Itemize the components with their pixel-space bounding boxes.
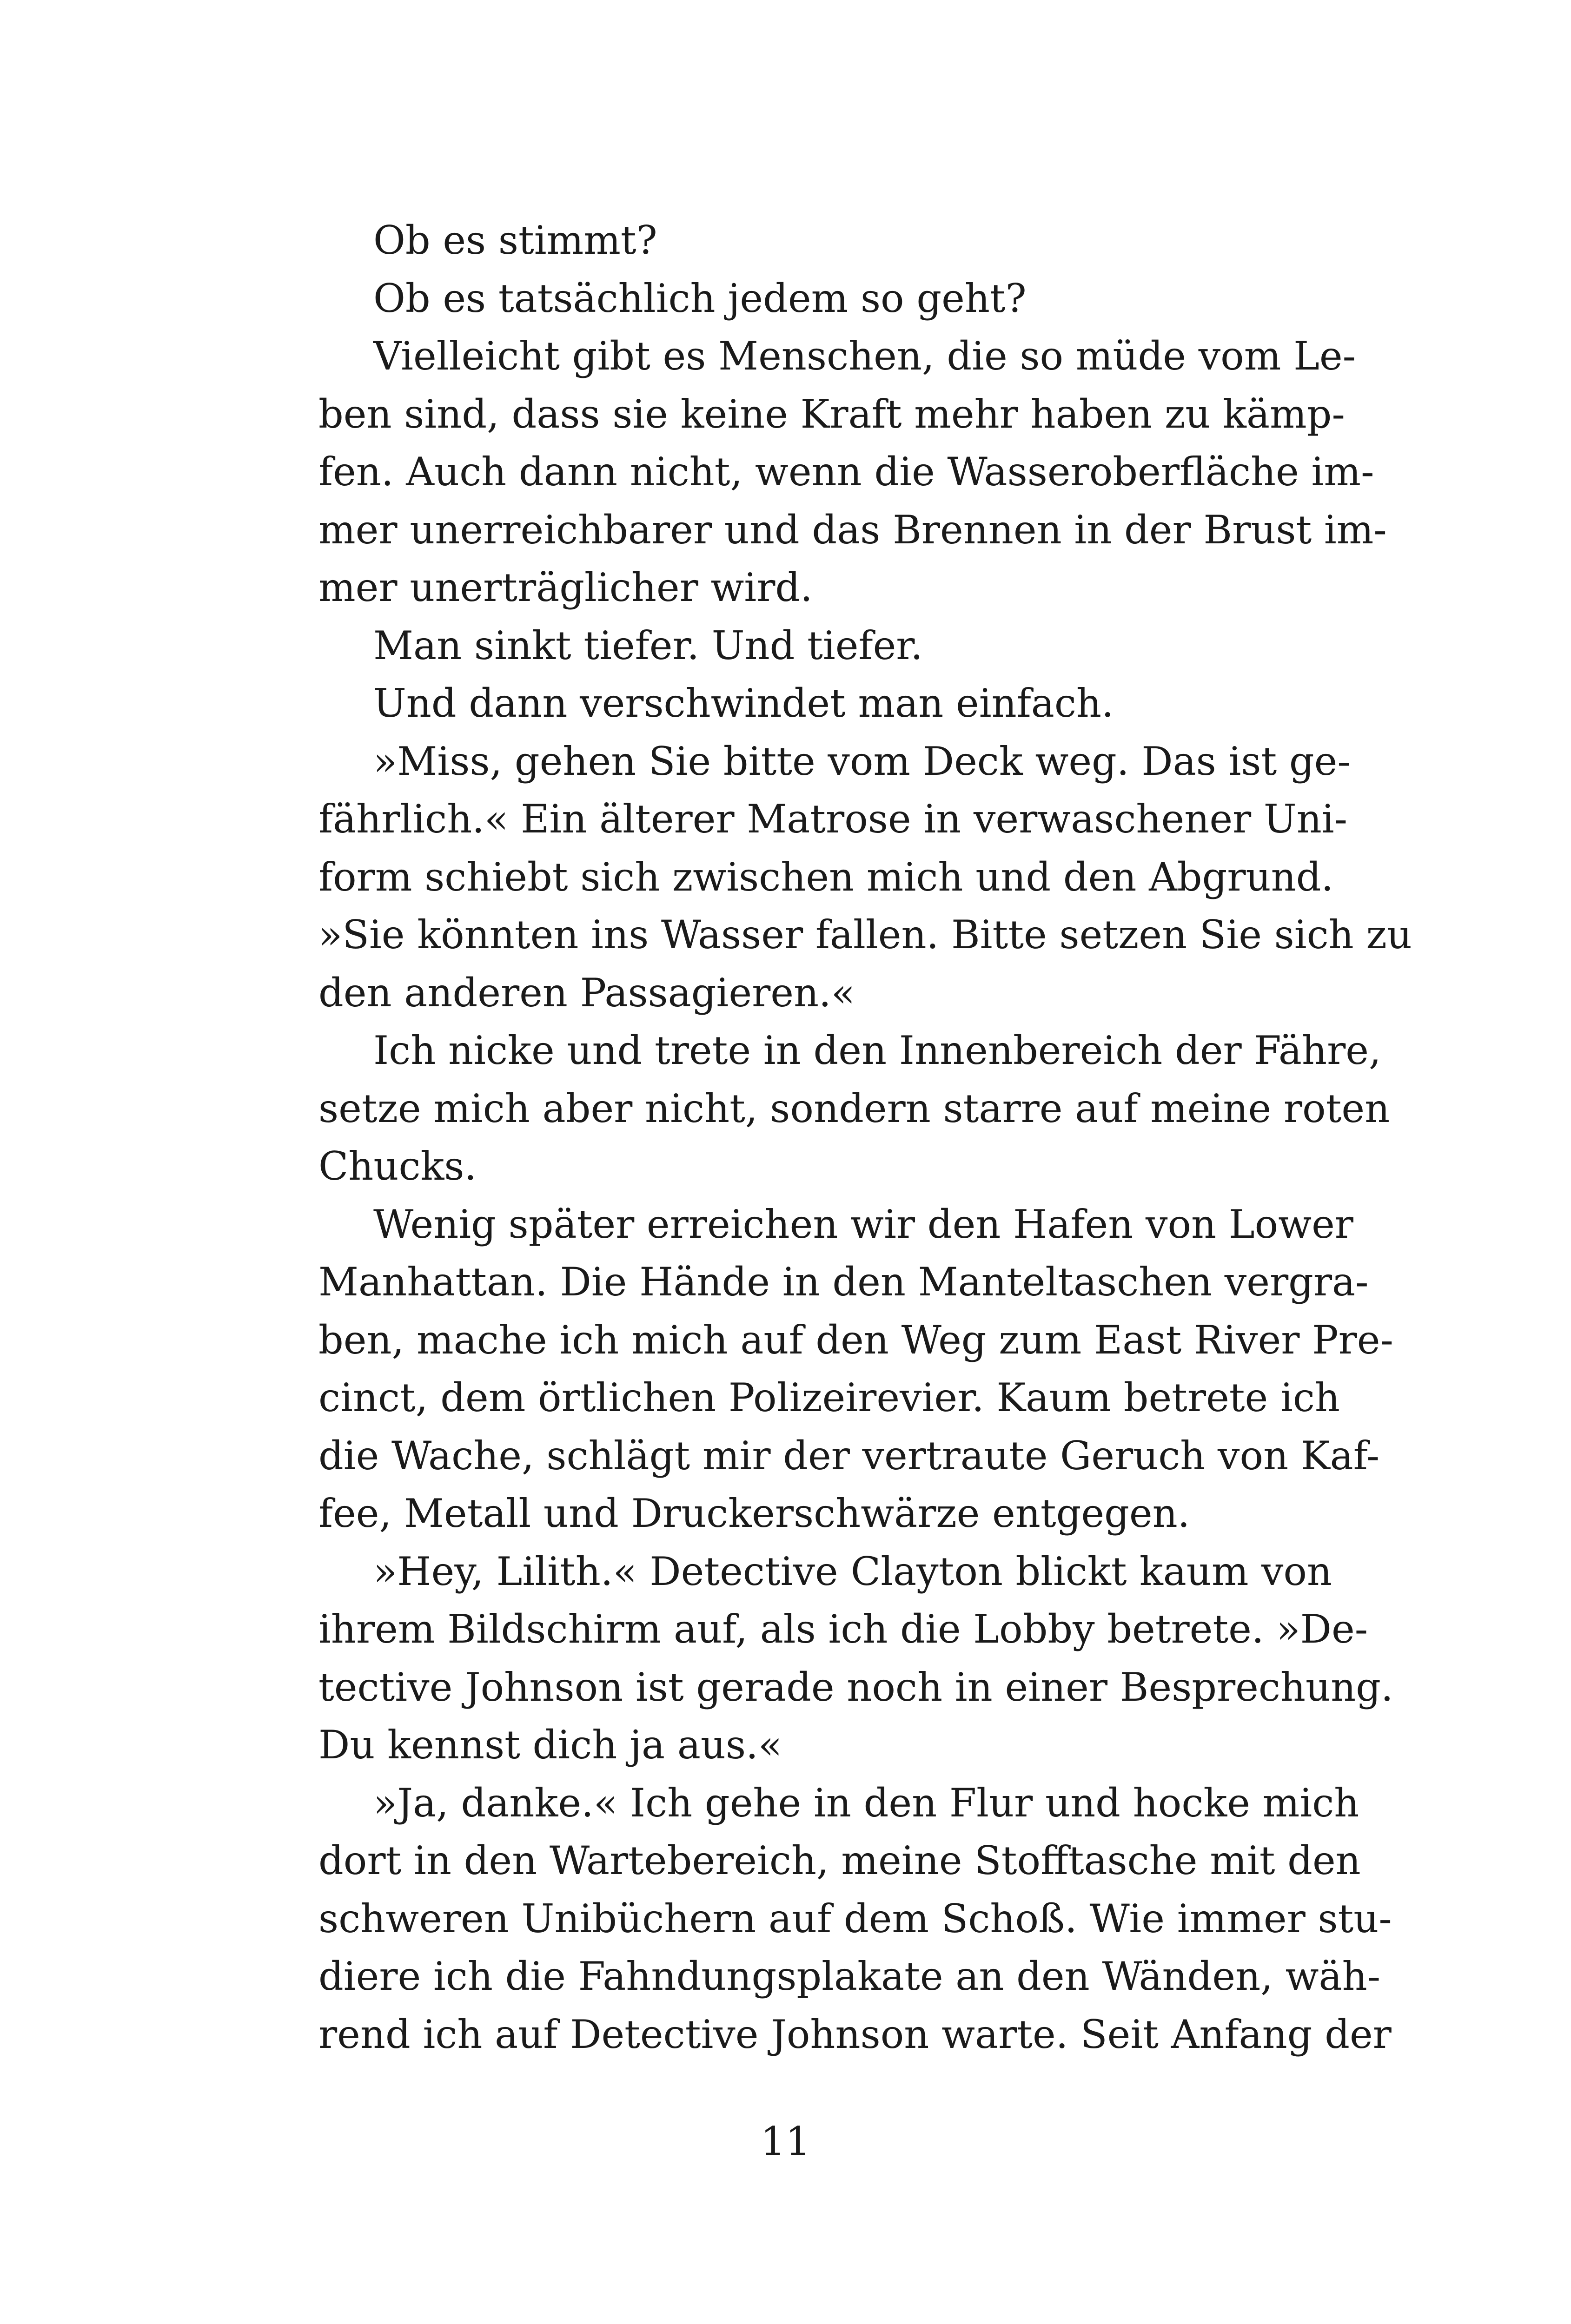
text-line: fee, Metall und Druckerschwärze entgegen. xyxy=(318,1491,1190,1536)
text-line: setze mich aber nicht, sondern starre auf meine roten xyxy=(318,1085,1390,1131)
text-line: »Ja, danke.« Ich gehe in den Flur und hocke mich xyxy=(373,1780,1359,1826)
text-line: Man sinkt tiefer. Und tiefer. xyxy=(373,622,923,668)
text-line: rend ich auf Detective Johnson warte. Seit Anfang der xyxy=(318,2011,1392,2057)
text-line: den anderen Passagieren.« xyxy=(318,970,855,1016)
body-text xyxy=(318,211,1412,2063)
text-line: Vielleicht gibt es Menschen, die so müde vom Le- xyxy=(373,333,1356,379)
text-line: Ich nicke und trete in den Innenbereich der Fähre, xyxy=(373,1028,1381,1073)
text-line: form schiebt sich zwischen mich und den Abgrund. xyxy=(318,854,1334,900)
text-line: diere ich die Fahndungsplakate an den Wänden, wäh- xyxy=(318,1954,1381,1999)
text-line: Ob es stimmt? xyxy=(373,218,657,263)
text-line: schweren Unibüchern auf dem Schoß. Wie immer stu- xyxy=(318,1895,1392,1941)
page-number: 11 xyxy=(761,2119,810,2164)
text-line: »Miss, gehen Sie bitte vom Deck weg. Das ist ge- xyxy=(373,738,1351,784)
text-line: Und dann verschwindet man einfach. xyxy=(373,680,1114,726)
text-line: mer unerträglicher wird. xyxy=(318,565,813,610)
text-line: »Hey, Lilith.« Detective Clayton blickt kaum von xyxy=(373,1548,1332,1594)
text-line: »Sie könnten ins Wasser fallen. Bitte setzen Sie sich zu xyxy=(318,912,1412,957)
text-line: Wenig später erreichen wir den Hafen von Lower xyxy=(373,1201,1353,1247)
text-line: ben sind, dass sie keine Kraft mehr haben zu kämp- xyxy=(318,391,1345,437)
text-line: Manhattan. Die Hände in den Manteltaschen vergra- xyxy=(318,1259,1369,1305)
text-line: fen. Auch dann nicht, wenn die Wasseroberfläche im- xyxy=(318,449,1374,495)
text-line: dort in den Wartebereich, meine Stofftasche mit den xyxy=(318,1838,1361,1883)
text-line: Chucks. xyxy=(318,1143,477,1189)
text-line: fährlich.« Ein älterer Matrose in verwaschener Uni- xyxy=(318,796,1348,842)
text-line: Ob es tatsächlich jedem so geht? xyxy=(373,275,1027,321)
text-line: tective Johnson ist gerade noch in einer Besprechung. xyxy=(318,1664,1393,1710)
text-line: mer unerreichbarer und das Brennen in der Brust im- xyxy=(318,507,1387,553)
text-line: ihrem Bildschirm auf, als ich die Lobby betrete. »De- xyxy=(318,1606,1368,1652)
text-line: cinct, dem örtlichen Polizeirevier. Kaum betrete ich xyxy=(318,1375,1340,1420)
text-line: ben, mache ich mich auf den Weg zum East River Pre- xyxy=(318,1317,1393,1363)
text-line: Du kennst dich ja aus.« xyxy=(318,1722,782,1768)
text-line: die Wache, schlägt mir der vertraute Geruch von Kaf- xyxy=(318,1433,1380,1479)
